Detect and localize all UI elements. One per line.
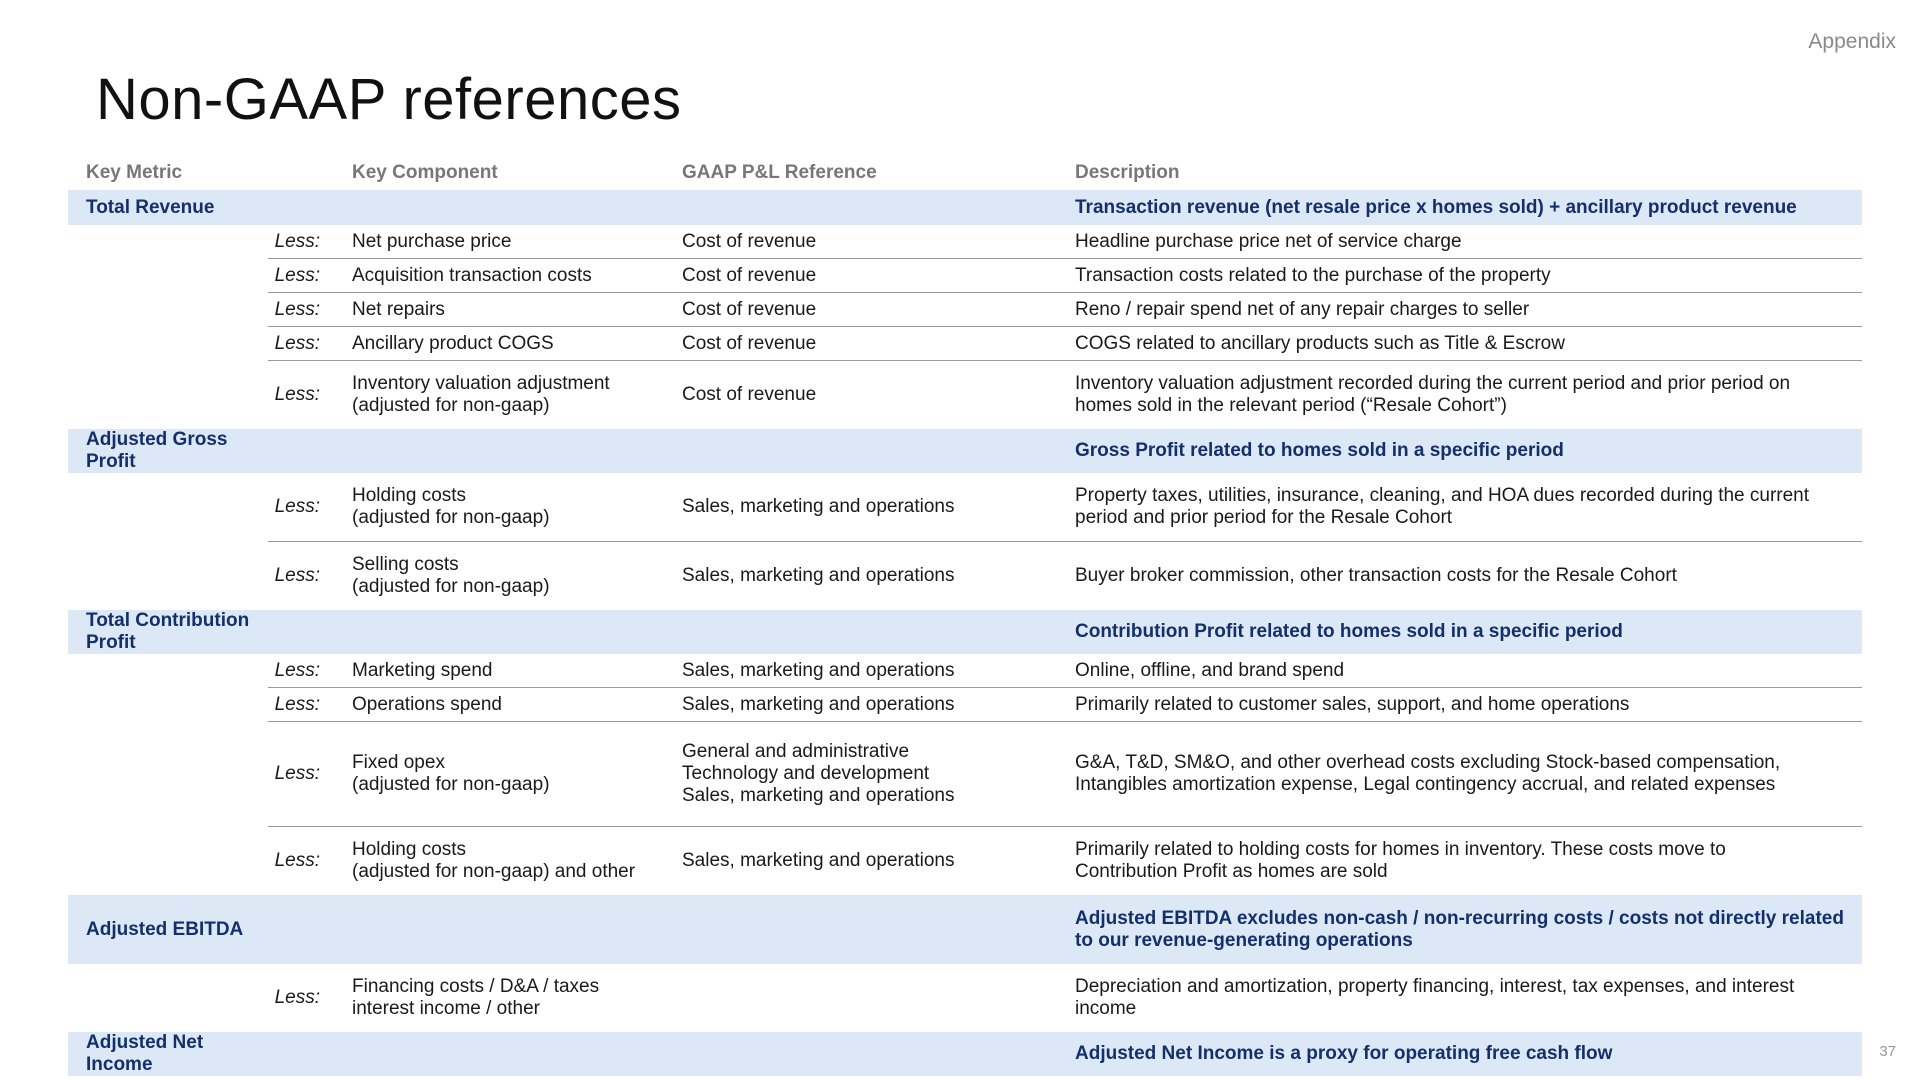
key-metric-empty-cell (68, 225, 268, 259)
description-cell: G&A, T&D, SM&O, and other overhead costs excluding Stock-based compensation, Intangibles amortization expense, Legal contingency accrual, and related expenses (1057, 722, 1862, 827)
component-row (68, 722, 1862, 827)
component-row (68, 225, 1862, 259)
gaap-reference-cell (664, 964, 1057, 1032)
gaap-reference-cell: Cost of revenue (664, 293, 1057, 327)
less-label: Less: (274, 565, 320, 586)
key-metric-cell: Total Contribution Profit (68, 610, 268, 654)
less-label: Less: (268, 722, 334, 827)
metric-row (68, 190, 1862, 225)
key-component-cell: Operations spend (334, 688, 664, 722)
key-metric-cell: Total Revenue (68, 190, 268, 225)
less-label: Less: (268, 225, 334, 259)
gaap-reference-cell: Cost of revenue (664, 225, 1057, 259)
key-component-cell: Net purchase price (334, 225, 664, 259)
less-label: Less: (268, 688, 334, 722)
less-label: Less: (274, 987, 320, 1008)
description-cell: Property taxes, utilities, insurance, cleaning, and HOA dues recorded during the current period and prior period for the Resale Cohort (1057, 473, 1862, 542)
key-metric-empty-cell (68, 688, 268, 722)
key-metric-cell: Adjusted Net Income (68, 1032, 268, 1076)
key-metric-empty-cell (68, 964, 268, 1032)
gaap-reference-cell: Cost of revenue (664, 327, 1057, 361)
gaap-reference-cell: Sales, marketing and operations (664, 473, 1057, 542)
table-header-row (68, 156, 1862, 190)
metric-spacer-cell (268, 895, 1057, 964)
metric-spacer-cell (268, 190, 1057, 225)
description-cell: Transaction costs related to the purchase of the property (1057, 259, 1862, 293)
less-label: Less: (268, 327, 334, 361)
key-component-cell: Ancillary product COGS (334, 327, 664, 361)
column-header-gaap-reference: GAAP P&L Reference (682, 162, 877, 183)
metric-row (68, 1032, 1862, 1076)
key-component-cell: Acquisition transaction costs (334, 259, 664, 293)
description-cell: Primarily related to holding costs for homes in inventory. These costs move to Contribution Profit as homes are sold (1075, 839, 1726, 882)
page-number: 37 (1879, 1043, 1896, 1060)
metric-spacer-cell (268, 429, 1057, 473)
component-row (68, 688, 1862, 722)
less-label: Less: (274, 384, 320, 405)
key-component-cell: Holding costs (adjusted for non-gaap) and other (352, 839, 636, 882)
component-row (68, 473, 1862, 542)
section-label: Appendix (1808, 30, 1896, 53)
metric-description-cell: Contribution Profit related to homes sold in a specific period (1057, 610, 1862, 654)
gaap-reference-cell: Cost of revenue (664, 259, 1057, 293)
description-cell: Inventory valuation adjustment recorded during the current period and prior period on homes sold in the relevant period (“Resale Cohort”) (1075, 373, 1791, 416)
key-component-cell: Fixed opex (adjusted for non-gaap) (334, 722, 664, 827)
key-metric-cell: Adjusted EBITDA (68, 895, 268, 964)
metric-description-cell: Adjusted EBITDA excludes non-cash / non-recurring costs / costs not directly related to our revenue-generating operations (1057, 895, 1862, 964)
gaap-reference-cell: Sales, marketing and operations (682, 850, 955, 871)
less-label: Less: (268, 259, 334, 293)
key-metric-empty-cell (68, 327, 268, 361)
key-component-cell: Marketing spend (334, 654, 664, 688)
component-row (68, 827, 1862, 896)
less-label: Less: (268, 473, 334, 542)
gaap-reference-cell: Sales, marketing and operations (664, 688, 1057, 722)
gaap-reference-cell: Sales, marketing and operations (664, 654, 1057, 688)
component-row (68, 327, 1862, 361)
description-cell: Reno / repair spend net of any repair charges to seller (1057, 293, 1862, 327)
column-header-spacer (268, 156, 334, 190)
metric-description-cell: Adjusted Net Income is a proxy for operating free cash flow (1057, 1032, 1862, 1076)
component-row (68, 964, 1862, 1032)
key-metric-empty-cell (68, 542, 268, 611)
description-cell: Online, offline, and brand spend (1057, 654, 1862, 688)
metric-row (68, 895, 1862, 964)
key-component-cell: Selling costs (adjusted for non-gaap) (352, 554, 550, 597)
component-row (68, 259, 1862, 293)
component-row (68, 654, 1862, 688)
less-label: Less: (268, 654, 334, 688)
key-metric-empty-cell (68, 361, 268, 430)
description-cell: Depreciation and amortization, property financing, interest, tax expenses, and interest income (1075, 976, 1795, 1019)
key-metric-empty-cell (68, 722, 268, 827)
gaap-reference-cell: General and administrative Technology and development Sales, marketing and operations (664, 722, 1057, 827)
page-title: Non-GAAP references (96, 67, 682, 132)
key-metric-empty-cell (68, 473, 268, 542)
table-body (68, 190, 1862, 1076)
metric-row (68, 429, 1862, 473)
key-component-cell: Holding costs (adjusted for non-gaap) (334, 473, 664, 542)
key-metric-empty-cell (68, 293, 268, 327)
metric-row (68, 610, 1862, 654)
metric-description-cell: Gross Profit related to homes sold in a specific period (1057, 429, 1862, 473)
key-component-cell: Net repairs (334, 293, 664, 327)
gaap-reference-cell: Sales, marketing and operations (682, 565, 955, 586)
key-metric-empty-cell (68, 827, 268, 896)
less-label: Less: (268, 293, 334, 327)
description-cell: Headline purchase price net of service charge (1057, 225, 1862, 259)
key-metric-empty-cell (68, 654, 268, 688)
description-cell: Buyer broker commission, other transaction costs for the Resale Cohort (1075, 565, 1677, 586)
key-component-cell: Inventory valuation adjustment (adjusted for non-gaap) (352, 373, 610, 416)
less-label: Less: (274, 850, 320, 871)
description-cell: COGS related to ancillary products such as Title & Escrow (1057, 327, 1862, 361)
metric-spacer-cell (268, 610, 1057, 654)
component-row (68, 542, 1862, 611)
description-cell: Primarily related to customer sales, support, and home operations (1057, 688, 1862, 722)
gaap-reference-cell: Cost of revenue (682, 384, 817, 405)
metric-spacer-cell (268, 1032, 1057, 1076)
column-header-description: Description (1075, 162, 1180, 183)
key-metric-empty-cell (68, 259, 268, 293)
column-header-key-component: Key Component (352, 162, 498, 183)
component-row (68, 361, 1862, 430)
metric-description-cell: Transaction revenue (net resale price x homes sold) + ancillary product revenue (1057, 190, 1862, 225)
key-component-cell: Financing costs / D&A / taxes interest income / other (352, 976, 600, 1019)
component-row (68, 293, 1862, 327)
column-header-key-metric: Key Metric (86, 162, 183, 183)
non-gaap-table (68, 156, 1862, 1076)
key-metric-cell: Adjusted Gross Profit (68, 429, 268, 473)
